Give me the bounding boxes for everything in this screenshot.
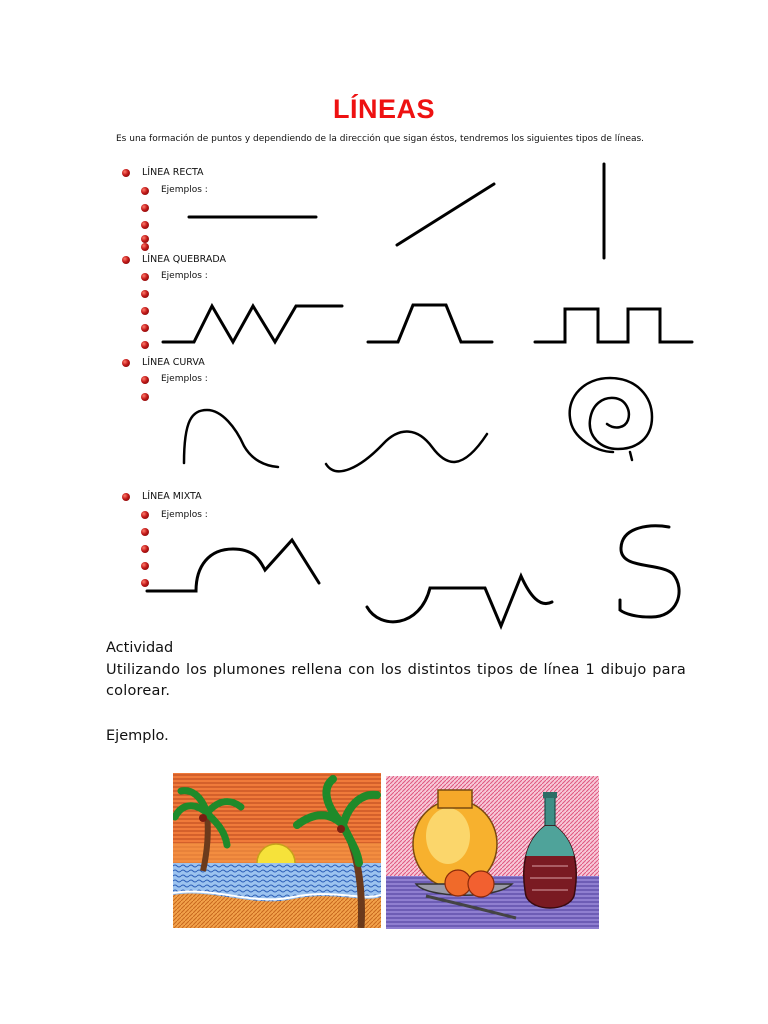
heading-linea-recta: LÍNEA RECTA [142, 167, 204, 178]
s-curve-line [620, 526, 679, 617]
activity-heading: Actividad [106, 640, 174, 656]
mixed-line-2 [367, 576, 552, 626]
intro-text: Es una formación de puntos y dependiendo de la dirección que sigan éstos, tendremos los siguientes tipos de líneas. [116, 134, 645, 144]
examples-label: Ejemplos : [161, 271, 208, 281]
examples-label: Ejemplos : [161, 374, 208, 384]
beach-drawing-image [173, 773, 381, 928]
page-title: LÍNEAS [332, 94, 435, 124]
heading-linea-curva: LÍNEA CURVA [142, 357, 205, 368]
examples-label: Ejemplos : [161, 510, 208, 520]
zigzag-line [163, 306, 342, 342]
square-wave-line [535, 309, 692, 342]
heading-linea-mixta: LÍNEA MIXTA [142, 491, 202, 502]
wave-curve-line [326, 432, 487, 472]
spiral-curve-line [570, 378, 652, 460]
curve-hump-line [184, 410, 278, 467]
heading-linea-quebrada: LÍNEA QUEBRADA [142, 254, 227, 265]
still-life-drawing-image [386, 776, 599, 929]
activity-text: Utilizando los plumones rellena con los distintos tipos de línea 1 dibujo para colorear. [106, 662, 686, 699]
example-label: Ejemplo. [106, 728, 169, 744]
examples-label: Ejemplos : [161, 185, 208, 195]
mixed-line-1 [147, 540, 319, 591]
trapezoid-broken-line [368, 305, 492, 342]
straight-diagonal-line [397, 184, 494, 245]
